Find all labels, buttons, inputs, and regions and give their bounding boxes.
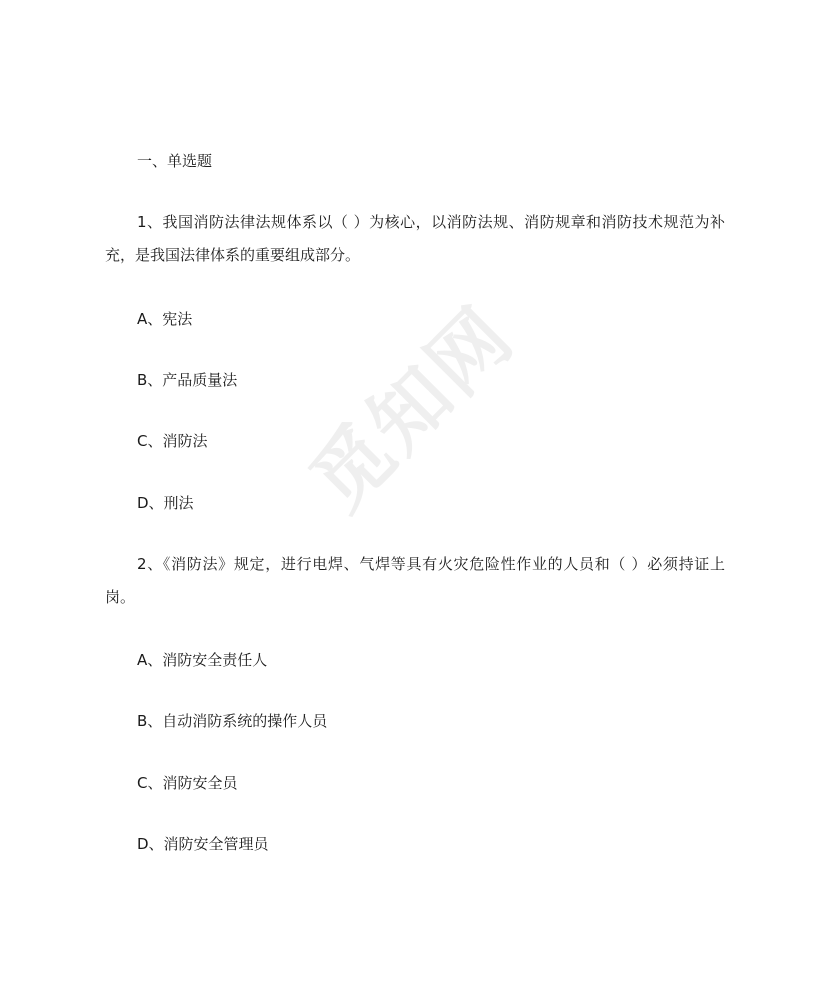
question-2-option-b: B、自动消防系统的操作人员 bbox=[137, 712, 328, 730]
watermark: 觅知网 bbox=[294, 290, 532, 528]
section-title: 一、单选题 bbox=[137, 152, 213, 170]
question-1-option-b: B、产品质量法 bbox=[137, 371, 238, 389]
question-1-option-c: C、消防法 bbox=[137, 432, 208, 450]
question-1-option-d: D、刑法 bbox=[137, 494, 194, 512]
question-1-option-a: A、宪法 bbox=[137, 310, 193, 328]
question-2-stem: 2、《消防法》规定，进行电焊、气焊等具有火灾危险性作业的人员和（ ）必须持证上岗。 bbox=[105, 555, 725, 606]
question-2-option-c: C、消防安全员 bbox=[137, 774, 238, 792]
question-2-option-d: D、消防安全管理员 bbox=[137, 835, 269, 853]
question-2-option-a: A、消防安全责任人 bbox=[137, 651, 268, 669]
question-1-stem: 1、我国消防法律法规体系以（ ）为核心，以消防法规、消防规章和消防技术规范为补充，是我国法律体系的重要组成部分。 bbox=[105, 213, 725, 264]
